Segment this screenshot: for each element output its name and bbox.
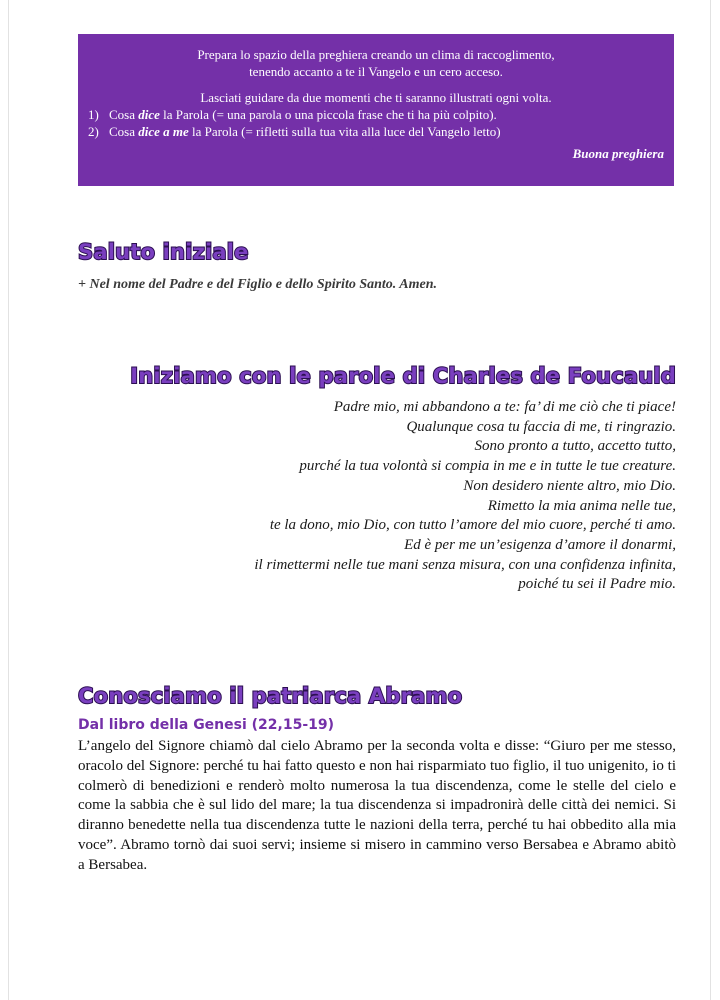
step-emphasis: dice <box>138 107 160 122</box>
instruction-line: Prepara lo spazio della preghiera creando un clima di raccoglimento, <box>197 47 555 62</box>
poem-line: purché la tua volontà si compia in me e in tutte le tue creature. <box>299 458 676 475</box>
step-item <box>88 123 664 140</box>
section-title-abramo <box>78 684 462 708</box>
instruction-line: Lasciati guidare da due momenti che ti saranno illustrati ogni volta. <box>200 90 552 105</box>
section-title-text: Conosciamo il patriarca Abramo <box>78 684 463 708</box>
step-number: 1) <box>88 107 99 122</box>
step-emphasis: dice a me <box>138 124 189 139</box>
step-number: 2) <box>88 124 99 139</box>
poem-line: Padre mio, mi abbandono a te: fa’ di me ciò che ti piace! <box>333 399 676 415</box>
poem-line: Rimetto la mia anima nelle tue, <box>487 497 676 514</box>
reading-reference: Dal libro della Genesi (22,15-19) <box>78 717 335 733</box>
poem-line: Ed è per me un’esigenza d’amore il donarmi, <box>404 536 676 553</box>
poem-line: Sono pronto a tutto, accetto tutto, <box>474 438 676 455</box>
step-text: la Parola (= una parola o una piccola frase che ti ha più colpito). <box>159 107 497 122</box>
step-text: Cosa <box>109 124 139 139</box>
poem-line: il rimettermi nelle tue mani senza misura, con una confidenza infinita, <box>254 556 676 573</box>
poem-line: poiché tu sei il Padre mio. <box>518 576 676 593</box>
prayer-poem <box>76 398 676 595</box>
section-title-text: Saluto iniziale <box>78 240 249 264</box>
section-title-greeting <box>78 240 249 264</box>
spacer <box>88 80 664 89</box>
instruction-line: tenendo accanto a te il Vangelo e un cero acceso. <box>249 64 503 79</box>
step-text: Cosa <box>109 107 139 122</box>
poem-line: te la dono, mio Dio, con tutto l’amore del mio cuore, perché ti amo. <box>269 517 676 534</box>
opening-prayer: + Nel nome del Padre e del Figlio e dello Spirito Santo. Amen. <box>78 277 438 292</box>
poem-line: Non desidero niente altro, mio Dio. <box>463 477 676 494</box>
section-title-foucauld <box>130 364 676 388</box>
reading-text: L’angelo del Signore chiamò dal cielo Abramo per la seconda volta e disse: “Giuro per me stesso, oracolo del Signore: perché tu hai fatto questo e non hai risparmiato tuo figlio, il tuo unigenito, io ti colmerò di benedizioni e renderò molto numerosa la tua discendenza, come le stelle del cielo e come la sabbia che è sul lido del mare; la tua discendenza si impadronirà delle città dei nemici. Si diranno benedette nella tua discendenza tutte le nazioni della terra, perché tu hai obbedito alla mia voce”. Abramo tornò dai suoi servi; insieme si misero in cammino verso Bersabea e Abramo abitò a Bersabea. <box>78 738 676 873</box>
step-item <box>88 106 664 123</box>
instructions-box <box>78 34 674 186</box>
closing-text: Buona preghiera <box>572 146 664 161</box>
poem-line: Qualunque cosa tu faccia di me, ti ringrazio. <box>406 418 676 435</box>
section-title-text: Iniziamo con le parole di Charles de Foucauld <box>130 364 676 388</box>
step-text: la Parola (= rifletti sulla tua vita alla luce del Vangelo letto) <box>188 124 501 139</box>
